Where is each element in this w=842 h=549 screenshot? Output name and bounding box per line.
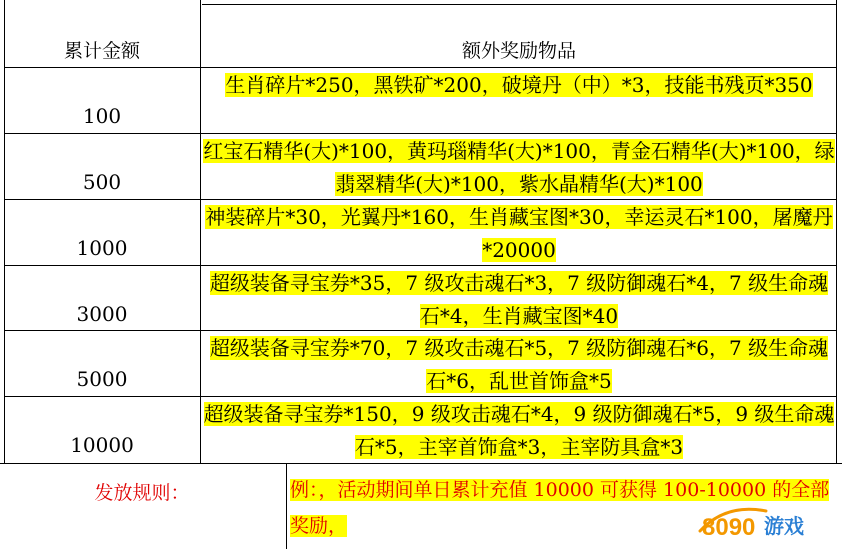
grid-line	[4, 67, 836, 68]
reward-text: 超级装备寻宝券*35，7 级攻击魂石*3，7 级防御魂石*4，7 级生命魂石*4，生肖藏宝图*40	[209, 271, 829, 328]
reward-text: 生肖碎片*250，黑铁矿*200，破境丹（中）*3，技能书残页*350	[225, 73, 813, 97]
row-rewards	[202, 135, 836, 201]
rules-text-content: 例：，活动期间单日累计充值 10000 可获得 100-10000 的全部奖励，	[290, 479, 830, 537]
reward-text: 超级装备寻宝券*150，9 级攻击魂石*4，9 级防御魂石*5，9 级生命魂石*5，主宰首饰盒*3，主宰防具盒*3	[203, 402, 835, 459]
grid-line	[286, 463, 287, 549]
row-amount: 3000	[76, 302, 128, 326]
grid-line	[202, 4, 836, 5]
logo-icon	[696, 501, 824, 541]
row-amount: 10000	[70, 433, 134, 457]
row-rewards	[202, 398, 836, 464]
row-rewards	[202, 267, 836, 333]
reward-text: 神装碎片*30，光翼丹*160，生肖藏宝图*30，幸运灵石*100，屠魔丹*20000	[205, 205, 833, 262]
grid-line	[4, 0, 5, 463]
logo-digits: 8090	[702, 514, 756, 541]
grid-line	[4, 133, 836, 134]
reward-text: 红宝石精华(大)*100，黄玛瑙精华(大)*100，青金石精华(大)*100，绿翡翠精华(大)*100，紫水晶精华(大)*100	[203, 139, 835, 196]
header-rewards: 额外奖励物品	[461, 40, 576, 62]
reward-text: 超级装备寻宝券*70，7 级攻击魂石*5，7 级防御魂石*6，7 级生命魂石*6，乱世首饰盒*5	[209, 336, 829, 393]
header-amount: 累计金额	[63, 40, 140, 62]
grid-line	[200, 0, 201, 463]
row-rewards	[202, 201, 836, 267]
rules-label: 发放规则：	[94, 482, 190, 504]
row-rewards	[202, 69, 836, 102]
site-logo	[696, 501, 824, 541]
row-amount: 5000	[76, 367, 128, 391]
grid-line	[836, 0, 837, 463]
row-amount: 100	[82, 104, 122, 128]
logo-suffix: 游戏	[764, 514, 804, 538]
row-amount: 1000	[76, 236, 128, 260]
row-rewards	[202, 332, 836, 398]
row-amount: 500	[82, 170, 122, 194]
